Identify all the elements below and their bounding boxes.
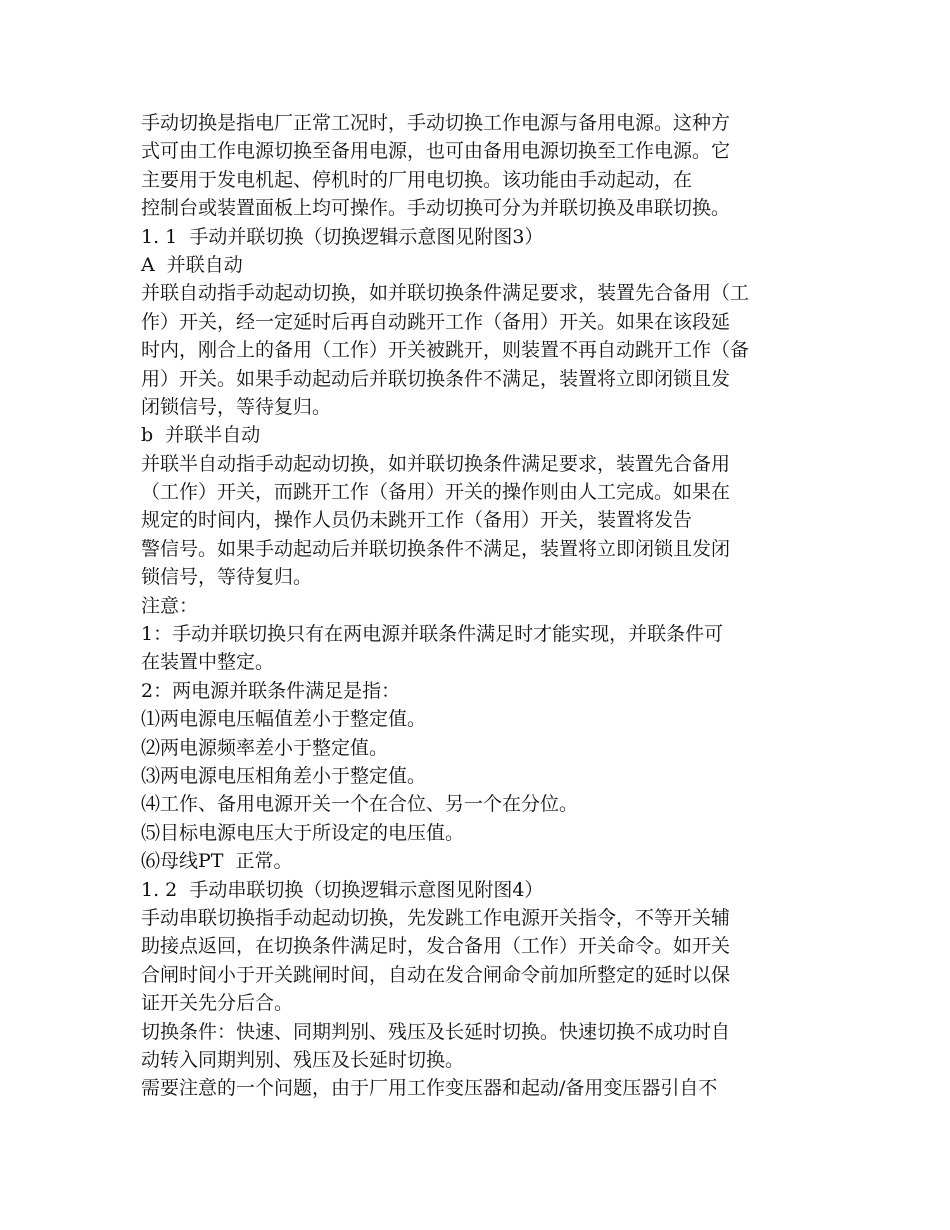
text-line: 证开关先分后合。 — [141, 992, 294, 1015]
condition-item: ⑶两电源电压相角差小于整定值。 — [141, 764, 427, 787]
condition-item: ⑸目标电源电压大于所设定的电压值。 — [141, 821, 465, 844]
text-line: 切换条件：快速、同期判别、残压及长延时切换。快速切换不成功时自 — [141, 1020, 731, 1043]
text-line: 时内，刚合上的备用（工作）开关被跳开，则装置不再自动跳开工作（备 — [141, 339, 750, 362]
text-line: 锁信号，等待复归。 — [141, 566, 313, 589]
note-heading: 注意： — [141, 594, 199, 617]
document-body — [141, 109, 816, 1103]
text-line: 手动切换是指电厂正常工况时，手动切换工作电源与备用电源。这种方 — [141, 112, 731, 134]
text-line: 手动串联切换指手动起动切换，先发跳工作电源开关指令，不等开关辅 — [141, 906, 731, 929]
text-line: 主要用于发电机起、停机时的厂用电切换。该功能由手动起动，在 — [141, 168, 693, 191]
note-item: 2：两电源并联条件满足是指： — [141, 679, 401, 702]
text-line: 作）开关，经一定延时后再自动跳开工作（备用）开关。如果在该段延 — [141, 310, 731, 333]
condition-item: ⑴两电源电压幅值差小于整定值。 — [141, 708, 427, 731]
subheading-a: A 并联自动 — [141, 253, 243, 276]
text-line: 闭锁信号，等待复归。 — [141, 395, 332, 418]
condition-item: ⑹母线PT 正常。 — [141, 850, 293, 873]
note-item: 在装置中整定。 — [141, 651, 275, 674]
note-item: 1：手动并联切换只有在两电源并联条件满足时才能实现，并联条件可 — [141, 623, 724, 646]
section-heading-1-2: 1. 2 手动串联切换（切换逻辑示意图见附图4） — [141, 878, 544, 901]
text-line: 动转入同期判别、残压及长延时切换。 — [141, 1048, 465, 1071]
text-line: 并联自动指手动起动切换，如并联切换条件满足要求，装置先合备用（工 — [141, 282, 750, 305]
subheading-b: b 并联半自动 — [141, 424, 261, 447]
text-line: 助接点返回，在切换条件满足时，发合备用（工作）开关命令。如开关 — [141, 935, 731, 958]
text-line: 控制台或装置面板上均可操作。手动切换可分为并联切换及串联切换。 — [141, 197, 731, 220]
text-line: 需要注意的一个问题，由于厂用工作变压器和起动/备用变压器引自不 — [141, 1077, 718, 1100]
text-line: （工作）开关，而跳开工作（备用）开关的操作则由人工完成。如果在 — [141, 481, 731, 504]
section-heading-1-1: 1. 1 手动并联切换（切换逻辑示意图见附图3） — [141, 225, 544, 248]
condition-item: ⑷工作、备用电源开关一个在合位、另一个在分位。 — [141, 793, 579, 816]
text-line: 式可由工作电源切换至备用电源，也可由备用电源切换至工作电源。它 — [141, 140, 731, 163]
text-line: 并联半自动指手动起动切换，如并联切换条件满足要求，装置先合备用 — [141, 452, 731, 475]
text-line: 用）开关。如果手动起动后并联切换条件不满足，装置将立即闭锁且发 — [141, 367, 731, 390]
text-line: 警信号。如果手动起动后并联切换条件不满足，装置将立即闭锁且发闭 — [141, 537, 731, 560]
condition-item: ⑵两电源频率差小于整定值。 — [141, 736, 389, 759]
text-line: 规定的时间内，操作人员仍未跳开工作（备用）开关，装置将发告 — [141, 509, 693, 532]
text-line: 合闸时间小于开关跳闸时间，自动在发合闸命令前加所整定的延时以保 — [141, 963, 731, 986]
